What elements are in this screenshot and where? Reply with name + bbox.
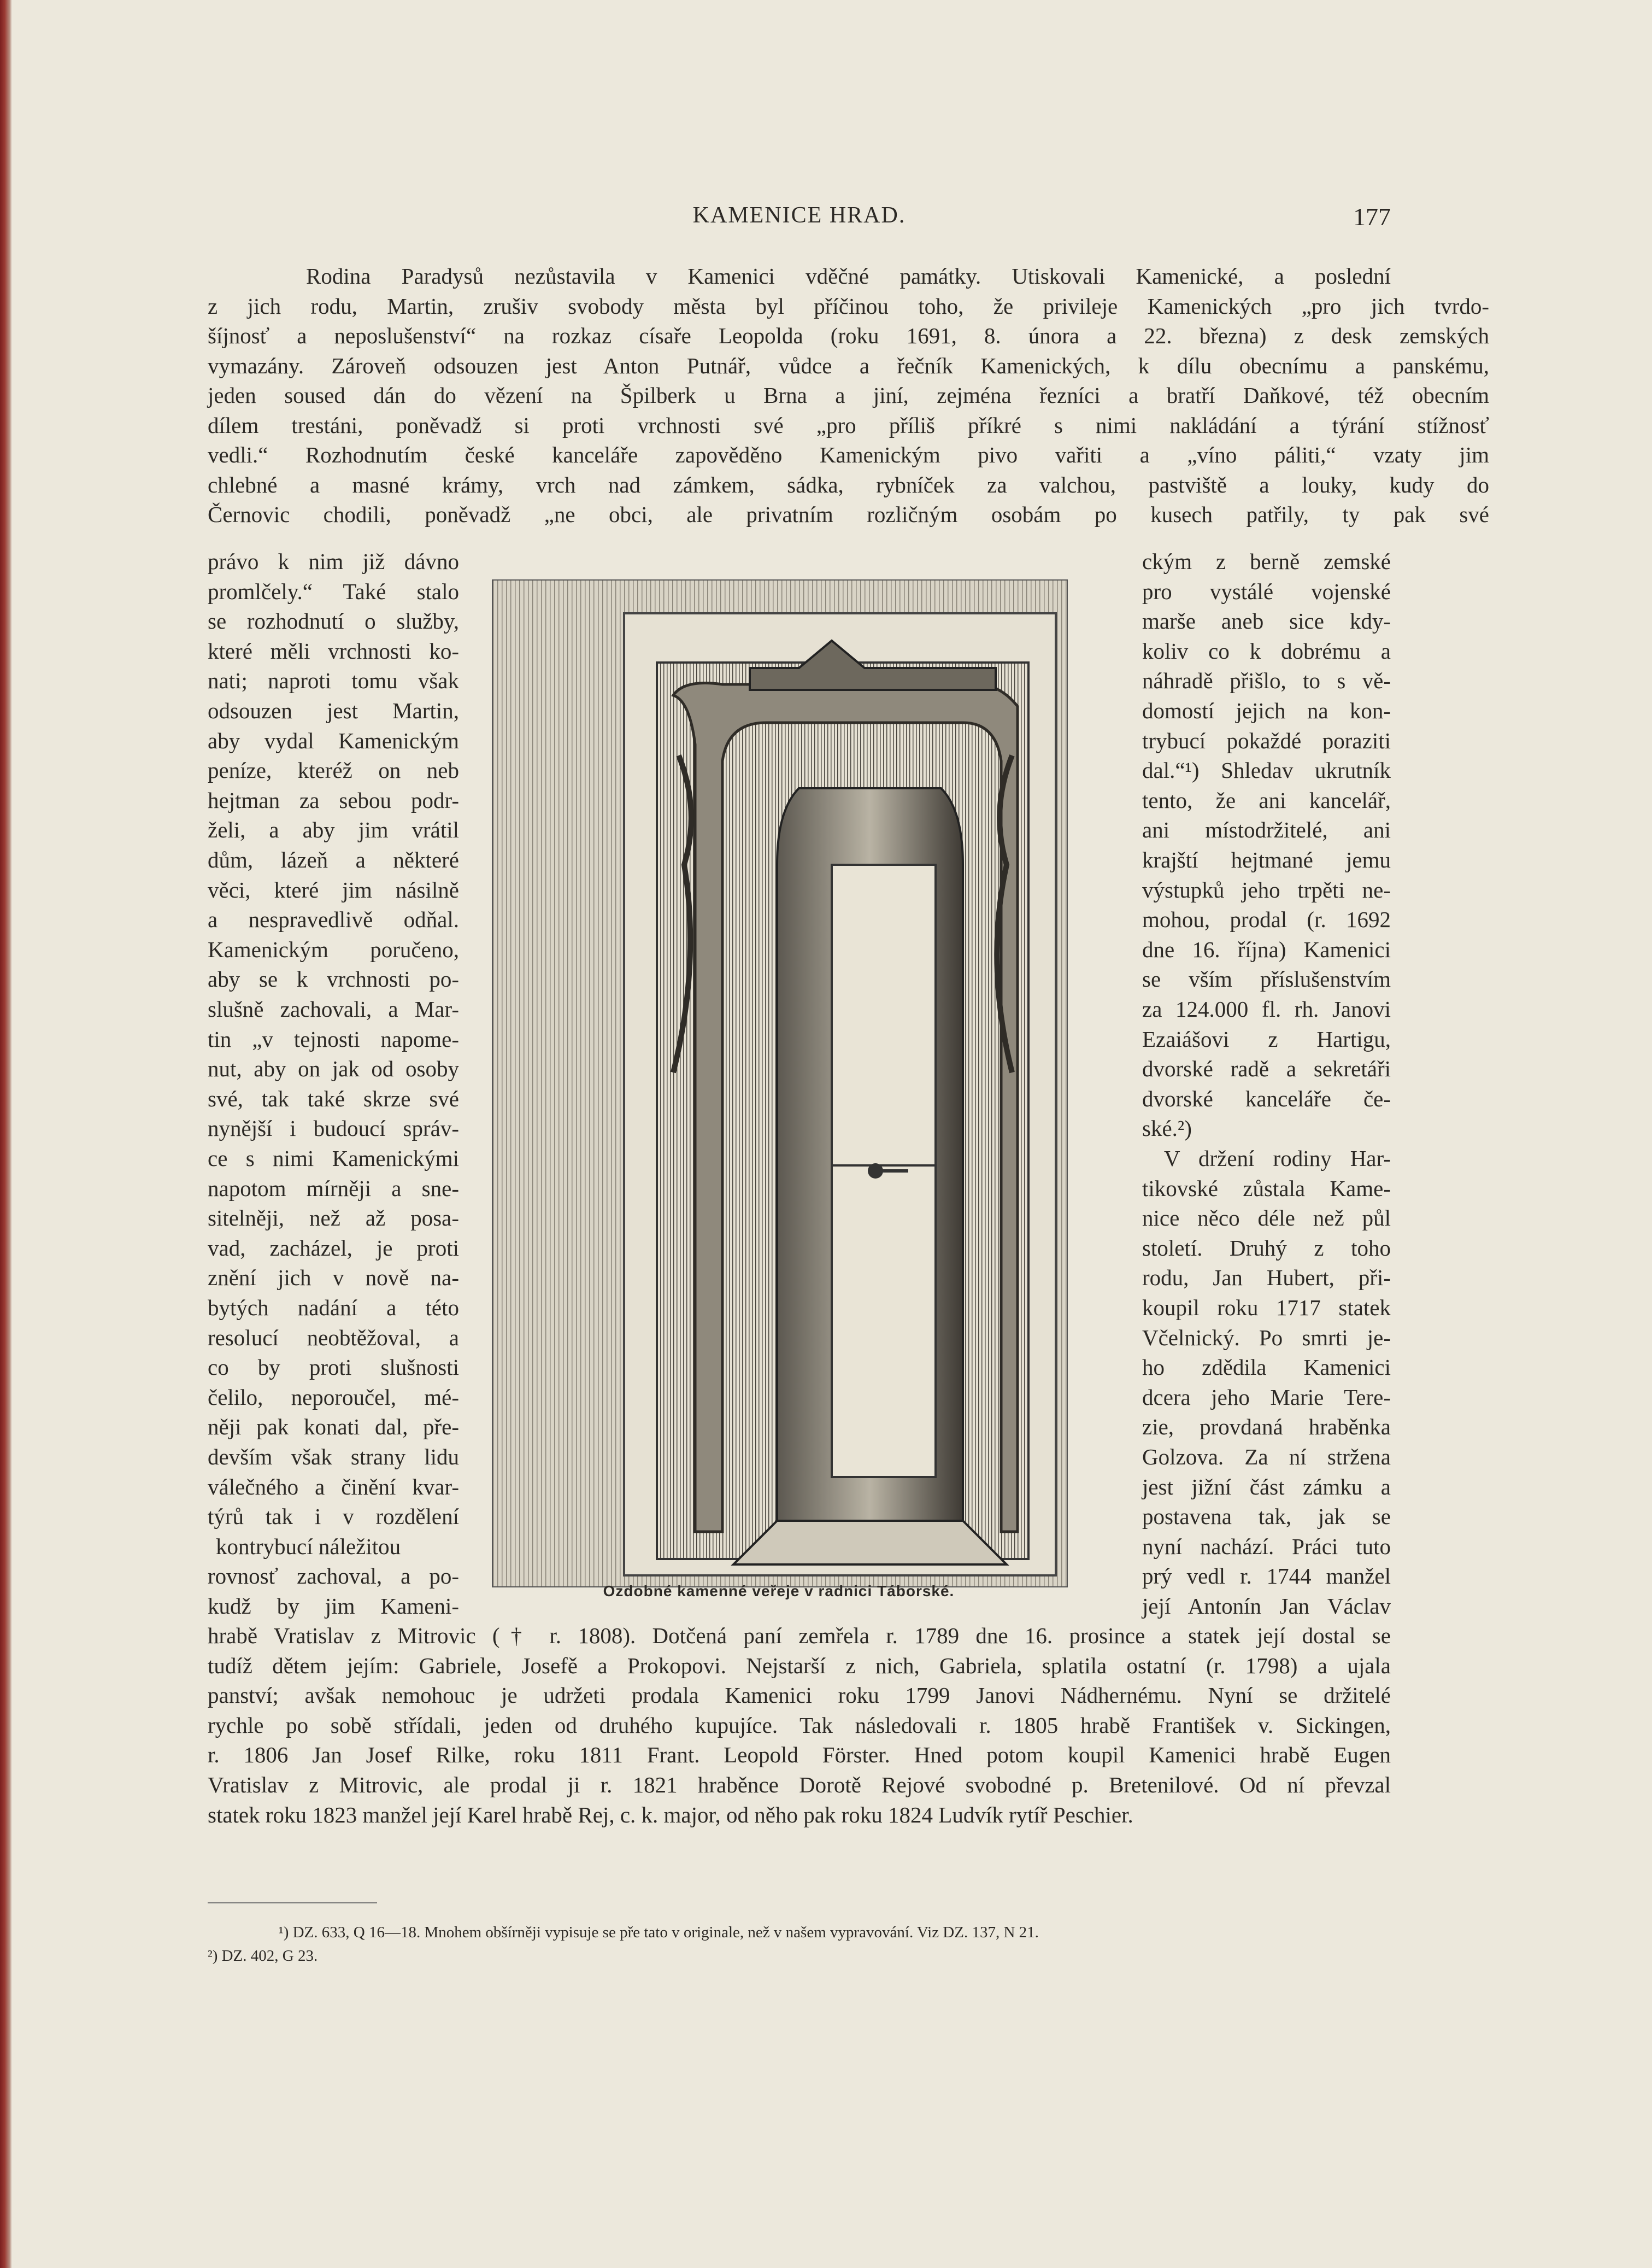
text-line-top: Rodina Paradysů nezůstavila v Kamenici vděčné památky. Utiskovali Kamenické, a poslední — [306, 263, 1391, 289]
text-line-left-col: a nespravedlivě odňal. — [208, 907, 459, 933]
text-line-bottom: Vratislav z Mitrovic, ale prodal ji r. 1821 hraběnce Dorotě Rejové svobodné p. Bretenilové. Od ní převzal — [208, 1772, 1391, 1797]
text-line-left-col: kudž by jim Kameni- — [208, 1593, 459, 1619]
text-line-left-col: vad, zacházel, je proti — [208, 1235, 459, 1261]
chapter-title: KAMENICE HRAD. — [692, 203, 906, 228]
text-line-right-col: tento, že ani kancelář, — [1142, 787, 1391, 813]
footnote-rule — [208, 1902, 377, 1903]
text-line-left-col: bytých nadání a této — [208, 1295, 459, 1320]
text-line-left-col: sitelněji, než až posa- — [208, 1205, 459, 1231]
text-line-left-col: válečného a činění kvar- — [208, 1474, 459, 1499]
text-line-left-col: své, tak také skrze své — [208, 1086, 459, 1111]
text-line-right-col: pro vystálé vojenské — [1142, 578, 1391, 604]
text-line-left-col: kontrybucí náležitou — [216, 1533, 401, 1559]
text-line-top: dílem trestáni, poněvadž si proti vrchnosti své „pro příliš příkré s nimi nakládání a týrání stížnosť — [208, 412, 1489, 438]
text-line-right-col: se vším příslušenstvím — [1142, 966, 1391, 992]
text-line-right-col: postavena tak, jak se — [1142, 1504, 1391, 1529]
text-line-right-col: nice něco déle než půl — [1142, 1205, 1391, 1231]
text-line-right-col: dvorské kanceláře če- — [1142, 1086, 1391, 1111]
text-line-right-col: jest jižní část zámku a — [1142, 1474, 1391, 1499]
text-line-left-col: nynější i budoucí správ- — [208, 1116, 459, 1141]
text-line-right-col: rodu, Jan Hubert, při- — [1142, 1265, 1391, 1291]
text-line-left-col: promlčely.“ Také stalo — [208, 578, 459, 604]
text-line-bottom: panství; avšak nemohouc je udržeti prodala Kamenici roku 1799 Janovi Nádhernému. Nyní se držitelé — [208, 1683, 1391, 1708]
door-engraving-figure — [492, 579, 1068, 1587]
text-line-left-col: čelilo, neporoučel, mé- — [208, 1384, 459, 1410]
text-line-top: šíjnosť a neposlušenství“ na rozkaz císaře Leopolda (roku 1691, 8. února a 22. března) z desk zemských — [208, 323, 1489, 348]
text-line-left-col: týrů tak i v rozdělení — [208, 1504, 459, 1529]
text-line-bottom: rychle po sobě střídali, jeden od druhého kupujíce. Tak následovali r. 1805 hrabě František v. Sickingen, — [208, 1712, 1391, 1738]
text-line-right-col: ckým z berně zemské — [1142, 549, 1391, 574]
footnote-1: ¹) DZ. 633, Q 16—18. Mnohem obšírněji vypisuje se pře tato v originale, než v našem vypravování. Viz DZ. 137, N 21. — [279, 1924, 1039, 1941]
text-line-bottom: statek roku 1823 manžel její Karel hrabě Rej, c. k. major, od něho pak roku 1824 Ludvík rytíř Peschier. — [208, 1802, 1133, 1827]
text-line-left-col: rovnosť zachoval, a po- — [208, 1563, 459, 1589]
text-line-right-col: marše aneb sice kdy- — [1142, 608, 1391, 634]
book-binding-edge — [0, 0, 12, 2268]
text-line-left-col: hejtman za sebou podr- — [208, 787, 459, 813]
text-line-bottom: tudíž dětem jejím: Gabriele, Josefě a Prokopovi. Nejstarší z nich, Gabriela, splatila ostatní (r. 1798) a ujala — [208, 1652, 1391, 1678]
text-line-left-col: něji pak konati dal, pře- — [208, 1414, 459, 1440]
text-line-right-col: dne 16. října) Kamenici — [1142, 936, 1391, 962]
text-line-right-col: ani místodržitelé, ani — [1142, 817, 1391, 843]
footnote-2: ²) DZ. 402, G 23. — [208, 1947, 318, 1965]
running-header — [208, 197, 1391, 235]
text-line-left-col: tin „v tejnosti napome- — [208, 1026, 459, 1052]
text-line-left-col: resolucí neobtěžoval, a — [208, 1325, 459, 1350]
text-line-left-col: věci, které jim násilně — [208, 877, 459, 902]
text-line-right-col: koliv co k dobrému a — [1142, 638, 1391, 664]
text-line-right-col: dvorské radě a sekretáři — [1142, 1056, 1391, 1082]
text-line-right-col: nyní nachází. Práci tuto — [1142, 1533, 1391, 1559]
text-line-top: z jich rodu, Martin, zrušiv svobody města byl příčinou toho, že privileje Kamenických „pro jich tvrdo- — [208, 293, 1489, 319]
text-line-top: Černovic chodili, poněvadž „ne obci, ale privatním rozličným osobám po kusech patřily, ty pak své — [208, 502, 1489, 527]
carved-stone-doorframe-illustration — [493, 581, 1067, 1586]
text-line-right-col: Včelnický. Po smrti je- — [1142, 1325, 1391, 1350]
text-line-left-col: napotom mírněji a sne- — [208, 1175, 459, 1201]
text-line-bottom: hrabě Vratislav z Mitrovic († r. 1808). Dotčená paní zemřela r. 1789 dne 16. prosince a statek její dostal se — [208, 1623, 1391, 1648]
text-line-right-col: za 124.000 fl. rh. Janovi — [1142, 997, 1391, 1022]
figure-caption: Ozdobné kamenné veřeje v radnici Táborské. — [603, 1583, 955, 1599]
text-line-right-col: mohou, prodal (r. 1692 — [1142, 907, 1391, 933]
text-line-right-col: Ezaiášovi z Hartigu, — [1142, 1026, 1391, 1052]
text-line-left-col: co by proti slušnosti — [208, 1355, 459, 1380]
text-line-bottom: r. 1806 Jan Josef Rilke, roku 1811 Frant. Leopold Förster. Hned potom koupil Kamenici hrabě Eugen — [208, 1742, 1391, 1768]
page-number: 177 — [1353, 203, 1391, 231]
text-line-left-col: devším však strany lidu — [208, 1444, 459, 1469]
text-line-left-col: dům, lázeň a některé — [208, 847, 459, 872]
text-line-top: vedli.“ Rozhodnutím české kanceláře zapověděno Kamenickým pivo vařiti a „víno páliti,“ vzaty jim — [208, 442, 1489, 467]
text-line-left-col: nut, aby on jak od osoby — [208, 1056, 459, 1082]
text-line-right-col: zie, provdaná hraběnka — [1142, 1414, 1391, 1440]
text-line-top: jeden soused dán do vězení na Špilberk u Brna a jiní, zejména řezníci a bratří Daňkové, též obecním — [208, 383, 1489, 408]
text-line-right-col: dal.“¹) Shledav ukrutník — [1142, 758, 1391, 783]
text-line-left-col: peníze, kteréž on neb — [208, 758, 459, 783]
text-line-right-col: trybucí pokaždé poraziti — [1142, 728, 1391, 753]
text-line-left-col: které měli vrchnosti ko- — [208, 638, 459, 664]
text-line-right-col: prý vedl r. 1744 manžel — [1142, 1563, 1391, 1589]
text-line-left-col: právo k nim již dávno — [208, 549, 459, 574]
text-line-right-col: dcera jeho Marie Tere- — [1142, 1384, 1391, 1410]
text-line-left-col: aby se k vrchnosti po- — [208, 966, 459, 992]
text-line-right-col: století. Druhý z toho — [1142, 1235, 1391, 1261]
text-line-right-col: krajští hejtmané jemu — [1142, 847, 1391, 872]
text-line-right-col: výstupků jeho trpěti ne- — [1142, 877, 1391, 902]
text-line-left-col: ce s nimi Kamenickými — [208, 1146, 459, 1171]
text-line-right-col: koupil roku 1717 statek — [1142, 1295, 1391, 1320]
text-line-right-col: tikovské zůstala Kame- — [1142, 1175, 1391, 1201]
text-line-right-col: Golzova. Za ní stržena — [1142, 1444, 1391, 1469]
text-line-top: vymazány. Zároveň odsouzen jest Anton Putnář, vůdce a řečník Kamenických, k dílu obecnímu a panskému, — [208, 353, 1489, 378]
text-line-left-col: aby vydal Kamenickým — [208, 728, 459, 753]
text-line-right-col: ho zdědila Kamenici — [1142, 1355, 1391, 1380]
text-line-left-col: znění jich v nově na- — [208, 1265, 459, 1291]
text-line-right-col: V držení rodiny Har- — [1164, 1146, 1391, 1171]
text-line-top: chlebné a masné krámy, vrch nad zámkem, sádka, rybníček za valchou, pastviště a louky, kudy do — [208, 472, 1489, 497]
text-line-right-col: náhradě přišlo, to s vě- — [1142, 668, 1391, 694]
text-line-left-col: odsouzen jest Martin, — [208, 698, 459, 723]
text-line-left-col: nati; naproti tomu však — [208, 668, 459, 694]
text-line-left-col: se rozhodnutí o služby, — [208, 608, 459, 634]
text-line-right-col: domostí jejich na kon- — [1142, 698, 1391, 723]
text-line-left-col: slušně zachovali, a Mar- — [208, 997, 459, 1022]
text-line-left-col: želi, a aby jim vrátil — [208, 817, 459, 843]
text-line-right-col: ské.²) — [1142, 1116, 1192, 1141]
text-line-left-col: Kamenickým poručeno, — [208, 936, 459, 962]
text-line-right-col: její Antonín Jan Václav — [1142, 1593, 1391, 1619]
